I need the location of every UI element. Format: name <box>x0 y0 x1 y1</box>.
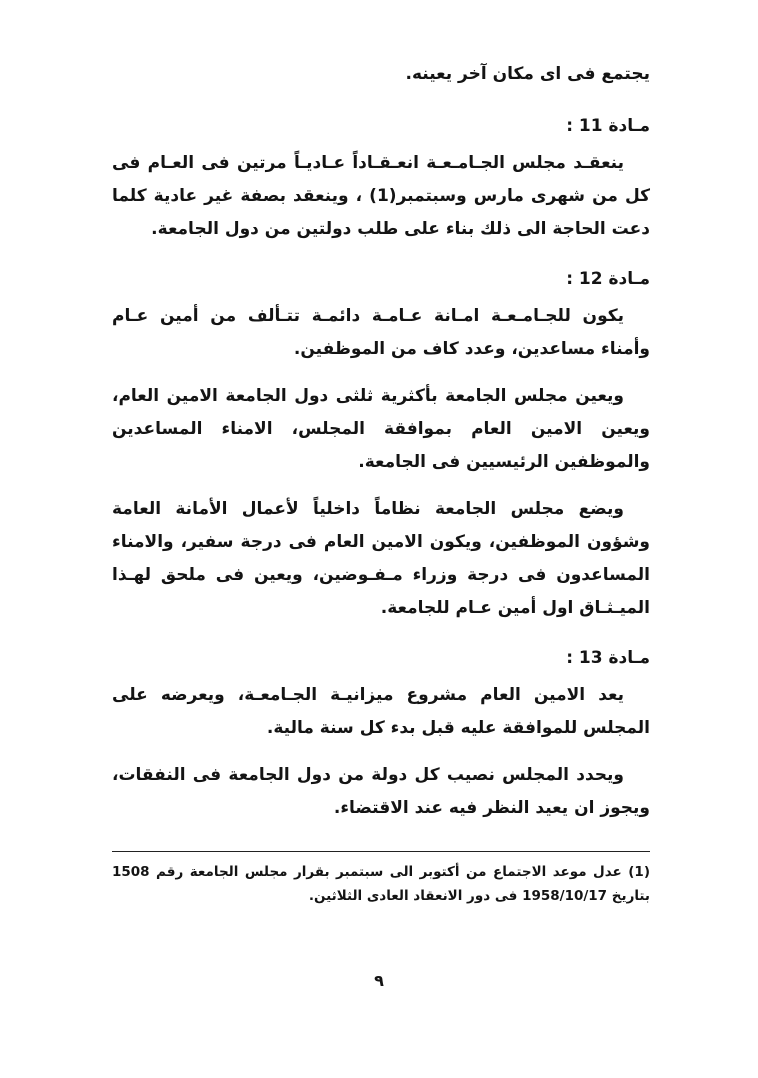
article-12-paragraph-2: ويعين مجلس الجامعة بأكثرية ثلثى دول الجامعة الامين العام، ويعين الامين العام بموافقة المجلس، الامناء المساعدين والموظفين الرئيسيين فى الجامعة. <box>112 386 650 472</box>
footnote-separator <box>112 851 650 852</box>
article-13-paragraph-2: ويحدد المجلس نصيب كل دولة من دول الجامعة فى النفقات، ويجوز ان يعيد النظر فيه عند الاقتضاء. <box>112 765 650 818</box>
footnote-section <box>112 851 650 908</box>
page-number: ٩ <box>374 971 384 990</box>
article-12-heading: مـادة 12 : <box>566 269 650 289</box>
intro-line: يجتمع فى اى مكان آخر يعينه. <box>405 64 650 84</box>
article-11-paragraph: ينعقـد مجلس الجـامـعـة انعـقـاداً عـاديـاً مرتين فى العـام فى كل من شهرى مارس وسبتمبر(1) ، وينعقد بصفة غير عادية كلما دعت الحاجة الى ذلك بناء على طلب دولتين من دول الجامعة. <box>112 153 651 239</box>
article-12-paragraph-3: ويضع مجلس الجامعة نظاماً داخلياً لأعمال الأمانة العامة وشؤون الموظفين، ويكون الامين العام فى درجة سفير، والامناء المساعدون فى درجة وزراء مـفـوضين، ويعين فى ملحق لهـذا الميـثـاق اول أمين عـام للجامعة. <box>112 499 650 618</box>
document-content <box>112 58 650 908</box>
article-11-heading: مـادة 11 : <box>566 116 650 136</box>
footnote-text: (1) عدل موعد الاجتماع من أكتوبر الى سبتمبر بقرار مجلس الجامعة رقم 1508 بتاريخ 1958/10/17 فى دور الانعقاد العادى الثلاثين. <box>112 864 650 904</box>
article-12-paragraph-1: يكون للجـامـعـة امـانة عـامـة دائمـة تتـألف من أمين عـام وأمناء مساعدين، وعدد كاف من الموظفين. <box>112 306 650 359</box>
article-13-heading: مـادة 13 : <box>566 648 650 668</box>
article-13-paragraph-1: يعد الامين العام مشروع ميزانيـة الجـامعـة، ويعرضه على المجلس للموافقة عليه قبل بدء كل سنة مالية. <box>112 685 650 738</box>
